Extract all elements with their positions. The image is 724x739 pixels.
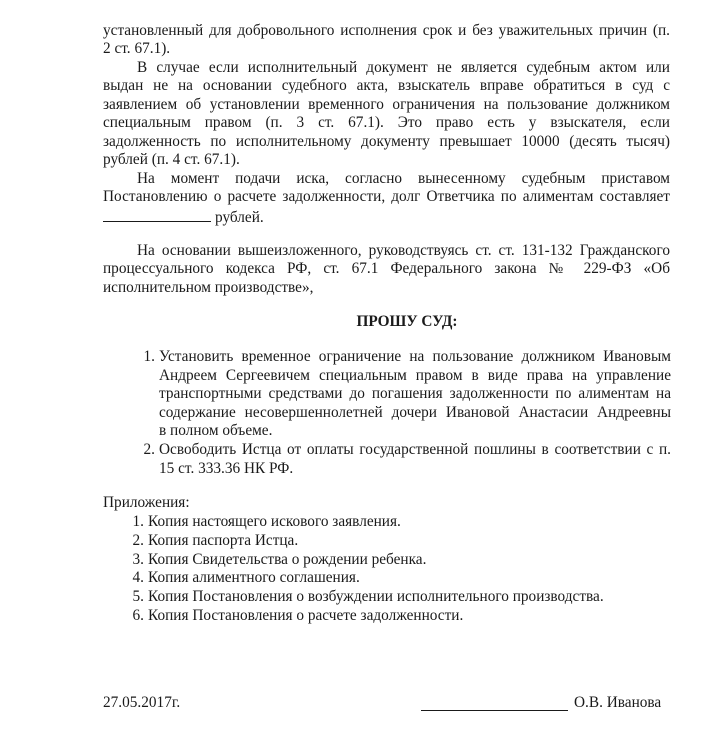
text-line: рублей (п. 4 ст. 67.1). [103,151,240,169]
attachment-text: Копия алиментного соглашения. [148,569,360,587]
attachment-number: 2. [132,531,144,549]
attachment-item [132,550,668,570]
attachments-title: Приложения: [103,494,190,511]
text-line: На момент подачи иска, согласно вынесенному судебным приставом [137,170,670,187]
request-list [143,348,671,478]
request-item [143,440,671,478]
attachment-text: Копия Постановления о возбуждении исполнительного производства. [148,588,604,606]
text-line: 2 ст. 67.1). [103,40,171,58]
text-line [103,207,670,227]
attachment-text: Копия паспорта Истца. [148,531,299,549]
attachment-number: 4. [132,569,144,587]
attachment-text: Копия настоящего искового заявления. [148,513,401,530]
text-line: Постановлению о расчете задолженности, долг Ответчика по алиментам составляет [103,188,670,206]
attachment-number: 5. [132,588,144,606]
attachment-item [132,606,668,626]
signer-name: О.В. Иванова [574,694,662,711]
debt-amount-suffix: рублей. [215,208,264,226]
text-line: транспортными средствами до погашения задолженности по алиментам на [159,385,671,403]
text-line: процессуального кодекса РФ, ст. 67.1 Федерального закона № 229-ФЗ «Об [103,260,670,278]
request-number: 2. [143,440,155,458]
text-line: Установить временное ограничение на пользование должником Ивановым [159,348,671,365]
attachment-number: 3. [132,550,144,568]
text-line: в полном объеме. [159,422,273,440]
request-number: 1. [143,348,155,365]
paragraph-continuation [103,22,670,59]
attachment-text: Копия Свидетельства о рождении ребенка. [148,550,427,568]
request-heading: ПРОШУ СУД: [356,313,458,330]
request-item [143,348,671,441]
document-date: 27.05.2017г. [103,694,181,711]
text-line: установленный для добровольного исполнения срок и без уважительных причин (п. [103,22,670,39]
paragraph-debt [103,170,670,227]
text-line: выдан не на основании судебного акта, взыскатель вправе обратиться в суд с [103,77,670,95]
attachments-list [132,513,668,626]
attachment-number: 1. [132,513,144,530]
attachment-item [132,569,668,588]
debt-amount-blank [103,207,211,222]
text-line: В случае если исполнительный документ не является судебным актом или [137,59,670,76]
attachment-text: Копия Постановления о расчете задолженности. [148,606,464,624]
attachment-item [132,513,668,532]
text-line: Освободить Истца от оплаты государственной пошлины в соответствии с п. [159,440,671,458]
paragraph-third-party [103,59,670,169]
attachment-item [132,531,668,551]
text-line: 15 ст. 333.36 НК РФ. [159,459,294,477]
text-line: Андреем Сергеевичем специальным правом в виде права на управление [159,366,671,384]
text-line: задолженность по исполнительному документу превышает 10000 (десять тысяч) [103,132,670,150]
attachment-item [132,588,668,607]
paragraph-basis [103,242,670,297]
text-line: На основании вышеизложенного, руководствуясь ст. ст. 131-132 Гражданского [137,242,670,259]
text-line: содержание несовершеннолетней дочери Ивановой Анастасии Андреевны [159,403,671,421]
text-line: заявлением об установлении временного ограничения на пользование должником [103,95,670,113]
attachment-number: 6. [132,606,144,624]
text-line: исполнительном производстве», [103,278,314,296]
text-line: специальным правом (п. 3 ст. 67.1). Это право есть у взыскателя, если [103,114,670,132]
signature-line [421,710,568,711]
